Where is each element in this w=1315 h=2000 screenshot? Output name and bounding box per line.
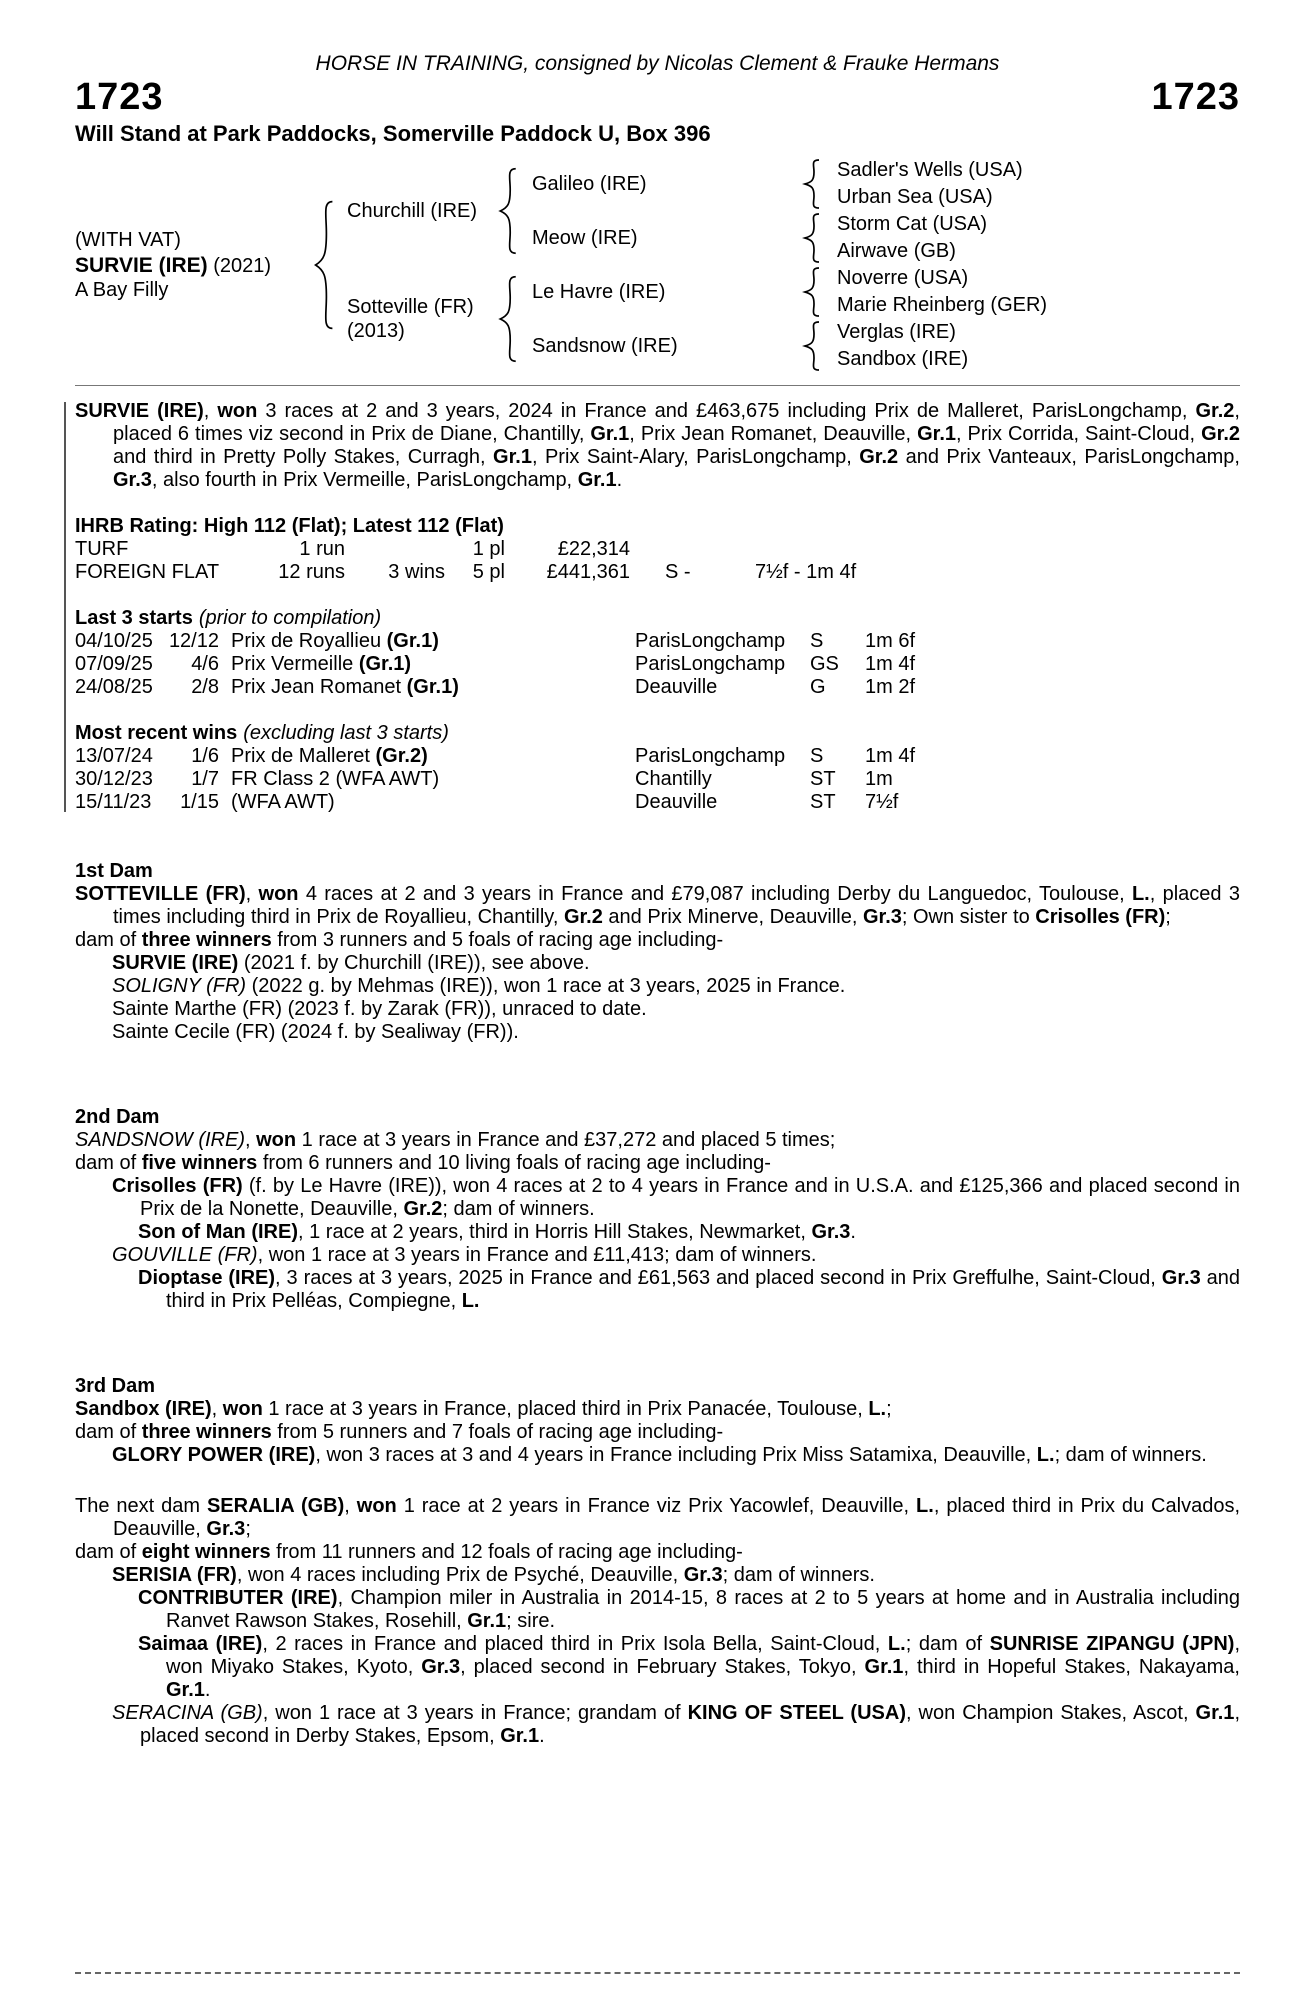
produce-entry: Dioptase (IRE), 3 races at 3 years, 2025 in France and £61,563 and placed second in Prix Greffulhe, Saint-Cloud, Gr.3 and third in Prix Pelléas, Compiegne, L. — [138, 1267, 1240, 1312]
second-dam-section — [75, 1106, 1240, 1313]
course-cell: Chantilly — [635, 768, 712, 790]
race-cell: Prix Jean Romanet (Gr.1) — [231, 676, 459, 698]
rating-heading: IHRB Rating: High 112 (Flat); Latest 112 (Flat) — [75, 515, 504, 537]
second-dam-heading: 2nd Dam — [75, 1106, 160, 1128]
lot-row — [75, 77, 1240, 117]
produce-intro: dam of three winners from 3 runners and 5 foals of racing age including- — [75, 929, 724, 951]
last-3-starts-title — [75, 607, 1240, 630]
position-cell: 12/12 — [168, 630, 219, 652]
granddam-name: Meow (IRE) — [532, 226, 638, 249]
first-dam-section — [75, 860, 1240, 1044]
earnings-cell: £22,314 — [557, 538, 630, 560]
pedigree-brace-sire-icon — [497, 167, 532, 255]
distance-cell: 1m — [865, 768, 893, 790]
pedigree-parents-column — [347, 157, 1047, 373]
going-cell: ST — [810, 791, 836, 813]
pedigree-brace-small-icon — [802, 321, 837, 371]
pedigree-brace-small-icon — [802, 213, 837, 263]
date-cell: 30/12/23 — [75, 768, 153, 790]
rating-section — [75, 515, 1240, 584]
going-cell: ST — [810, 768, 836, 790]
going-cell: GS — [810, 653, 839, 675]
dam-lead-paragraph: Sandbox (IRE), won 1 race at 3 years in France, placed third in Prix Panacée, Toulouse, L.; — [75, 1398, 892, 1420]
produce-intro: dam of five winners from 6 runners and 10 living foals of racing age including- — [75, 1152, 771, 1174]
pedigree-brace-small-icon — [802, 159, 837, 209]
rating-row — [75, 561, 1240, 584]
produce-entry: GOUVILLE (FR), won 1 race at 3 years in France and £11,413; dam of winners. — [112, 1244, 817, 1266]
subject-name-line — [75, 253, 312, 279]
position-cell: 1/6 — [191, 745, 219, 767]
dam-group — [347, 265, 1047, 373]
race-row — [75, 676, 1240, 699]
great-grandparent-name: Marie Rheinberg (GER) — [837, 294, 1048, 316]
produce-entry: CONTRIBUTER (IRE), Champion miler in Australia in 2014-15, 8 races at 2 to 5 years at home and in Australia including Ranvet Rawson Stakes, Rosehill, Gr.1; sire. — [138, 1587, 1240, 1632]
great-grandparents-pair — [837, 157, 1023, 211]
distance-cell: 1m 2f — [865, 676, 916, 698]
produce-entry: Crisolles (FR) (f. by Le Havre (IRE)), won 4 races at 2 to 4 years in France and in U.S.A. and £125,366 and placed second in Prix de la Nonette, Deauville, Gr.2; dam of winners. — [112, 1175, 1240, 1220]
places-cell: 1 pl — [472, 538, 505, 560]
most-recent-wins-section — [75, 722, 1240, 814]
stand-location-line: Will Stand at Park Paddocks, Somerville Paddock U, Box 396 — [75, 121, 711, 146]
rating-row — [75, 538, 1240, 561]
position-cell: 1/15 — [180, 791, 219, 813]
section-title-note: (excluding last 3 starts) — [243, 722, 449, 744]
great-grandparent-name: Verglas (IRE) — [837, 321, 956, 343]
position-cell: 2/8 — [191, 676, 219, 698]
course-cell: ParisLongchamp — [635, 745, 786, 767]
produce-entry: SURVIE (IRE) (2021 f. by Churchill (IRE)), see above. — [112, 952, 590, 974]
race-row — [75, 768, 1240, 791]
date-cell: 13/07/24 — [75, 745, 153, 767]
race-cell: (WFA AWT) — [231, 791, 335, 813]
great-grandparent-name: Sandbox (IRE) — [837, 348, 969, 370]
section-title-text: Last 3 starts — [75, 607, 193, 629]
produce-entry: Sainte Cecile (FR) (2024 f. by Sealiway (FR)). — [112, 1021, 519, 1043]
pedigree-brace-main-icon — [312, 157, 347, 373]
distance-range-cell — [755, 538, 1240, 561]
race-record-summary: SURVIE (IRE), won 3 races at 2 and 3 years, 2024 in France and £463,675 including Prix de Malleret, ParisLongchamp, Gr.2, placed 6 times viz second in Prix de Diane, Chantilly, Gr.1, Prix Jean Romanet, Deauville, Gr.1, Prix Corrida, Saint-Cloud, Gr.2 and third in Pretty Polly Stakes, Curragh, Gr.1, Prix Saint-Alary, ParisLongchamp, Gr.2 and Prix Vanteaux, ParisLongchamp, Gr.3, also fourth in Prix Vermeille, ParisLongchamp, Gr.1. — [75, 400, 1241, 491]
produce-entry: Sainte Marthe (FR) (2023 f. by Zarak (FR)), unraced to date. — [112, 998, 647, 1020]
dam-year: (2013) — [347, 320, 405, 342]
grandparent-group — [532, 157, 1023, 211]
third-dam-heading: 3rd Dam — [75, 1375, 156, 1397]
first-dam-heading: 1st Dam — [75, 860, 153, 882]
race-row — [75, 745, 1240, 768]
race-row — [75, 653, 1240, 676]
great-grandparent-name: Sadler's Wells (USA) — [837, 159, 1023, 181]
course-cell: ParisLongchamp — [635, 653, 786, 675]
granddam-name: Sandsnow (IRE) — [532, 334, 678, 357]
pedigree-tree — [75, 157, 1240, 373]
runs-cell: 12 runs — [278, 561, 345, 583]
most-recent-wins-title — [75, 722, 1240, 745]
race-cell: Prix de Malleret (Gr.2) — [231, 745, 428, 767]
race-row — [75, 791, 1240, 814]
wins-cell: 3 wins — [388, 561, 445, 583]
dam-grandparents — [532, 265, 1047, 373]
produce-intro: dam of three winners from 5 runners and 7 foals of racing age including- — [75, 1421, 724, 1443]
great-grandparents-pair — [837, 319, 968, 373]
next-dam-section — [75, 1495, 1240, 1748]
vat-note: (WITH VAT) — [75, 229, 181, 251]
pedigree-subject — [75, 157, 312, 373]
subject-name: SURVIE (IRE) — [75, 254, 208, 277]
going-range-cell: S - — [665, 561, 691, 583]
wins-cell — [345, 538, 445, 561]
dam-lead-paragraph: SANDSNOW (IRE), won 1 race at 3 years in France and £37,272 and placed 5 times; — [75, 1129, 836, 1151]
going-cell: S — [810, 630, 824, 652]
course-cell: Deauville — [635, 791, 718, 813]
dam-name: Sotteville (FR) — [347, 296, 474, 318]
dam-lead-paragraph: SOTTEVILLE (FR), won 4 races at 2 and 3 years in France and £79,087 including Derby du Languedoc, Toulouse, L., placed 3 times including third in Prix de Royallieu, Chantilly, Gr.2 and Prix Minerve, Deauville, Gr.3; Own sister to Crisolles (FR); — [75, 883, 1240, 928]
sire-grandparents — [532, 157, 1023, 265]
course-cell: Deauville — [635, 676, 718, 698]
race-record-block — [75, 400, 1240, 814]
produce-entry: SOLIGNY (FR) (2022 g. by Mehmas (IRE)), won 1 race at 3 years, 2025 in France. — [112, 975, 846, 997]
grandsire-name: Le Havre (IRE) — [532, 280, 666, 303]
race-cell: Prix Vermeille (Gr.1) — [231, 653, 412, 675]
produce-entry: Saimaa (IRE), 2 races in France and placed third in Prix Isola Bella, Saint-Cloud, L.; dam of SUNRISE ZIPANGU (JPN), won Miyako Stakes, Kyoto, Gr.3, placed second in February Stakes, Tokyo, Gr.1, third in Hopeful Stakes, Nakayama, Gr.1. — [138, 1633, 1241, 1701]
great-grandparent-name: Urban Sea (USA) — [837, 186, 993, 208]
date-cell: 07/09/25 — [75, 653, 153, 675]
places-cell: 5 pl — [472, 561, 505, 583]
earnings-cell: £441,361 — [546, 561, 630, 583]
surface-cell: FOREIGN FLAT — [75, 561, 220, 583]
great-grandparents-pair — [837, 265, 1047, 319]
grandsire-name: Galileo (IRE) — [532, 172, 647, 195]
going-cell: G — [810, 676, 826, 698]
runs-cell: 1 run — [299, 538, 345, 560]
distance-cell: 1m 4f — [865, 653, 916, 675]
going-range-cell — [630, 538, 755, 561]
distance-range-cell: 7½f - 1m 4f — [755, 561, 857, 583]
date-cell: 04/10/25 — [75, 630, 153, 652]
great-grandparent-name: Airwave (GB) — [837, 240, 956, 262]
great-grandparents-pair — [837, 211, 987, 265]
grandparent-group — [532, 211, 1023, 265]
position-cell: 1/7 — [191, 768, 219, 790]
great-grandparent-name: Storm Cat (USA) — [837, 213, 988, 235]
grandparent-group — [532, 319, 1047, 373]
third-dam-section — [75, 1375, 1240, 1467]
lot-number-right: 1723 — [1151, 76, 1240, 118]
distance-cell: 1m 4f — [865, 745, 916, 767]
course-cell: ParisLongchamp — [635, 630, 786, 652]
produce-entry: SERISIA (FR), won 4 races including Prix de Psyché, Deauville, Gr.3; dam of winners. — [112, 1564, 875, 1586]
produce-entry: SERACINA (GB), won 1 race at 3 years in France; grandam of KING OF STEEL (USA), won Champion Stakes, Ascot, Gr.1, placed second in Derby Stakes, Epsom, Gr.1. — [112, 1702, 1240, 1747]
date-cell: 24/08/25 — [75, 676, 153, 698]
section-title-text: Most recent wins — [75, 722, 238, 744]
produce-intro: dam of eight winners from 11 runners and 12 foals of racing age including- — [75, 1541, 743, 1563]
produce-entry: GLORY POWER (IRE), won 3 races at 3 and 4 years in France including Prix Miss Satamixa, Deauville, L.; dam of winners. — [112, 1444, 1207, 1466]
going-cell: S — [810, 745, 824, 767]
pedigree-brace-small-icon — [802, 267, 837, 317]
pedigree-divider — [75, 385, 1240, 386]
lot-number-left: 1723 — [75, 76, 164, 118]
page-bottom-cut-line — [75, 1972, 1240, 1974]
dam-lead-paragraph: The next dam SERALIA (GB), won 1 race at 2 years in France viz Prix Yacowlef, Deauville, L., placed third in Prix du Calvados, Deauville, Gr.3; — [75, 1495, 1240, 1540]
great-grandparent-name: Noverre (USA) — [837, 267, 969, 289]
subject-year: (2021) — [207, 255, 272, 277]
sire-name: Churchill (IRE) — [347, 200, 478, 222]
sire-group — [347, 157, 1047, 265]
race-row — [75, 630, 1240, 653]
section-title-note: (prior to compilation) — [198, 607, 382, 629]
consignor-line: HORSE IN TRAINING, consigned by Nicolas Clement & Frauke Hermans — [315, 52, 1000, 75]
date-cell: 15/11/23 — [75, 791, 152, 813]
last-3-starts-section — [75, 607, 1240, 699]
dam-name-block — [347, 295, 497, 343]
grandparent-group — [532, 265, 1047, 319]
pedigree-brace-dam-icon — [497, 275, 532, 363]
surface-cell: TURF — [75, 538, 129, 560]
position-cell: 4/6 — [191, 653, 219, 675]
produce-entry: Son of Man (IRE), 1 race at 2 years, third in Horris Hill Stakes, Newmarket, Gr.3. — [138, 1221, 856, 1243]
race-cell: FR Class 2 (WFA AWT) — [231, 768, 440, 790]
distance-cell: 1m 6f — [865, 630, 916, 652]
race-cell: Prix de Royallieu (Gr.1) — [231, 630, 439, 652]
subject-description: A Bay Filly — [75, 279, 169, 301]
distance-cell: 7½f — [865, 791, 899, 813]
